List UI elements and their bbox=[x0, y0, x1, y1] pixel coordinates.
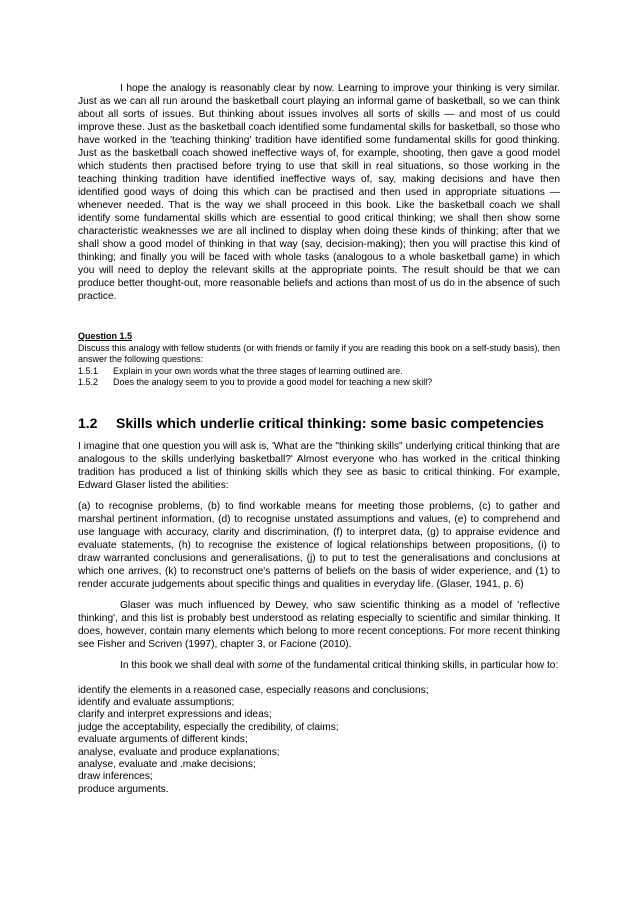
list-item: identify and evaluate assumptions; bbox=[78, 696, 235, 708]
page-content bbox=[78, 82, 560, 796]
list-item: judge the acceptability, especially the credibility, of claims; bbox=[78, 721, 339, 733]
intro-paragraph: I hope the analogy is reasonably clear by now. Learning to improve your thinking is very similar. Just as we can all run around the basketball court playing an informal game of basketball, so we can think about all sorts of issues. But thinking about issues involves all sorts of skills — and most of us could improve these. Just as the basketball coach identified some fundamental skills for basketball, so those who have worked in the 'teaching thinking' tradition have identified some fundamental skills for good thinking. Just as the basketball coach showed ineffective ways of, for example, shooting, then gave a good model which students then practised before trying to use that skill in real situations, so those working in the teaching thinking tradition have identified ineffective ways of, say, making decisions and have then identified good ways of doing this which can be practised and then used in appropriate situations — whenever needed. That is the way we shall proceed in this book. Like the basketball coach we shall identify some fundamental skills which are essential to good critical thinking; we shall then show some characteristic weaknesses we are all inclined to display when doing these kinds of thinking; after that we shall show a good model of thinking in that way (say, decision-making); then you will practise this kind of thinking; and finally you will be faced with whole tasks (analogous to a whole basketball game) in which you will need to deploy the relevant skills at the appropriate points. The result should be that we can produce better thought-out, more reasonable beliefs and actions than most of us do in the absence of such practice. bbox=[78, 83, 560, 302]
p4-after: of the fundamental critical thinking skills, in particular how to: bbox=[282, 659, 559, 671]
p4-emphasis: some bbox=[257, 659, 283, 671]
section-body bbox=[78, 440, 560, 797]
section-paragraph-4 bbox=[78, 659, 560, 672]
question-box bbox=[78, 331, 560, 389]
list-item: identify the elements in a reasoned case, especially reasons and conclusions; bbox=[78, 684, 429, 696]
section-paragraph-3: Glaser was much influenced by Dewey, who saw scientific thinking as a model of 'reflective thinking', and this list is probably best understood as relating especially to scientific and similar thinking. It does, however, contain many elements which belong to more recent conceptions. For more recent thinking see Fisher and Scriven (1997), chapter 3, or Facione (2010). bbox=[78, 599, 560, 650]
section-heading bbox=[78, 415, 560, 432]
question-text: Discuss this analogy with fellow students (or with friends or family if you are reading this book on a self-study basis), then answer the following questions: bbox=[78, 342, 560, 364]
list-item: analyse, evaluate and produce explanations; bbox=[78, 746, 280, 758]
list-item: draw inferences; bbox=[78, 771, 153, 783]
section-paragraph-1: I imagine that one question you will ask is, 'What are the "thinking skills" underlying critical thinking that are analogous to the skills underlying basketball?' Almost everyone who has worked in the critical thinking tradition has produced a list of thinking skills which they see as basic to critical thinking. For example, Edward Glaser listed the abilities: bbox=[78, 440, 560, 491]
glaser-quote: (a) to recognise problems, (b) to find workable means for meeting those problems, (c) to gather and marshal pertinent information, (d) to recognise unstated assumptions and values, (e) to comprehend and use language with accuracy, clarity and discrimination, (f) to interpret data, (g) to appraise evidence and evaluate statements, (h) to recognise the existence of logical relationships between propositions, (i) to draw warranted conclusions and generalisations, (j) to put to test the generalisations and conclusions at which one arrives, (k) to reconstruct one's patterns of beliefs on the basis of wider experience, and (1) to render accurate judgements about specific things and qualities in everyday life. (Glaser, 1941, p. 6) bbox=[78, 500, 560, 590]
list-item: evaluate arguments of different kinds; bbox=[78, 734, 248, 746]
question-item-text: Does the analogy seem to you to provide a good model for teaching a new skill? bbox=[113, 377, 433, 387]
question-title: Question 1.5 bbox=[78, 331, 133, 341]
question-item-text: Explain in your own words what the three stages of learning outlined are. bbox=[113, 365, 403, 376]
p4-before: In this book we shall deal with bbox=[120, 659, 258, 671]
question-item-number: 1.5.1 bbox=[78, 365, 99, 376]
section-number: 1.2 bbox=[78, 414, 98, 431]
list-item: clarify and interpret expressions and ideas; bbox=[78, 709, 272, 721]
list-item: analyse, evaluate and .make decisions; bbox=[78, 758, 256, 770]
list-item: produce arguments. bbox=[78, 783, 169, 795]
question-item bbox=[78, 366, 560, 378]
skills-list bbox=[78, 685, 560, 797]
question-item bbox=[78, 377, 560, 389]
question-item-number: 1.5.2 bbox=[78, 377, 99, 387]
section-title: Skills which underlie critical thinking: some basic competencies bbox=[116, 414, 544, 431]
